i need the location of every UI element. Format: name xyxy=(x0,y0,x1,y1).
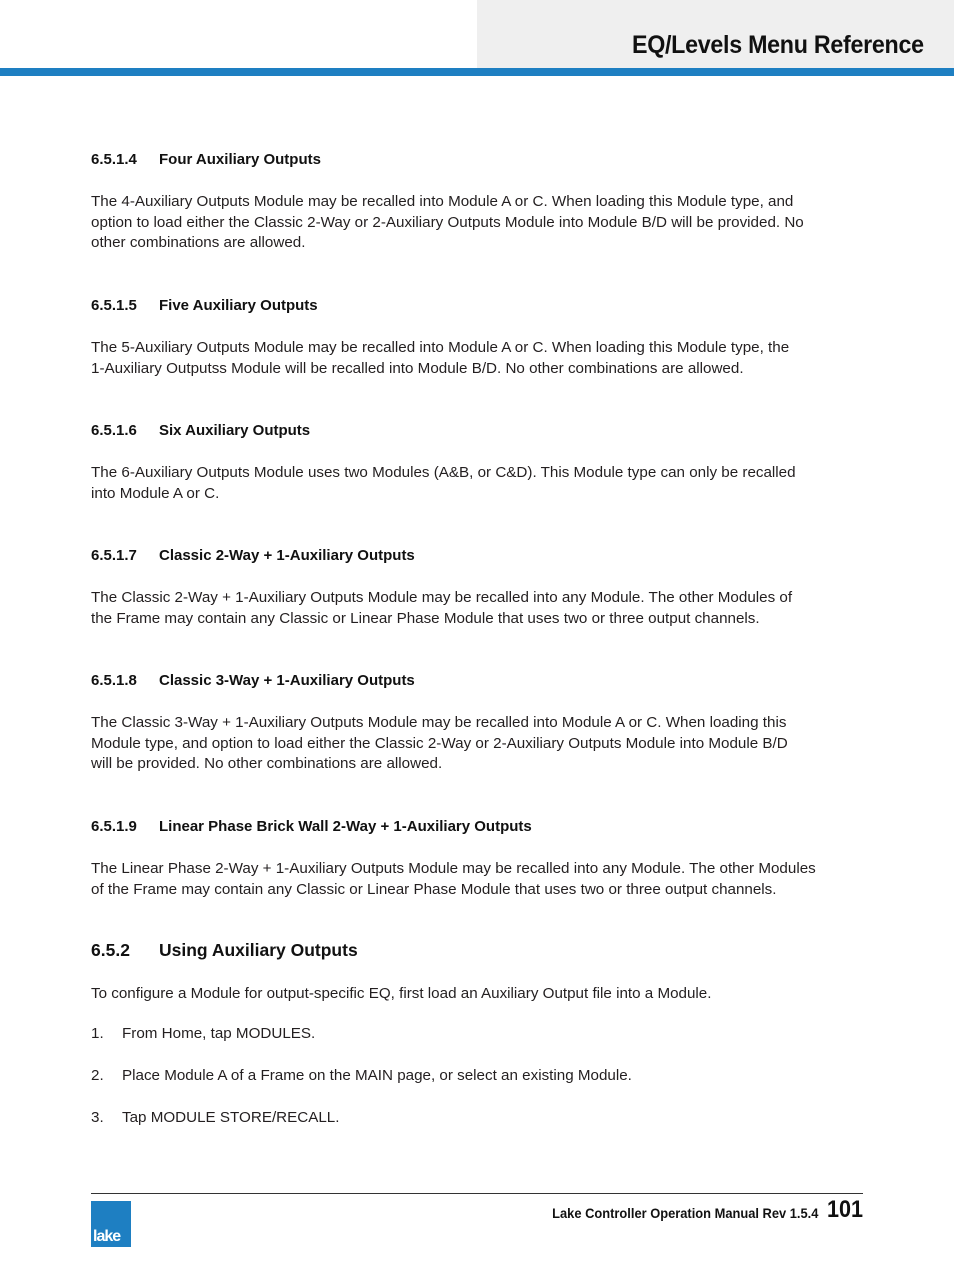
subsection-heading xyxy=(91,547,415,564)
page-title: EQ/Levels Menu Reference xyxy=(632,31,924,59)
subsection-number: 6.5.1.7 xyxy=(91,547,137,564)
subsection-title: Four Auxiliary Outputs xyxy=(159,151,321,168)
subsection-title: Classic 3-Way + 1-Auxiliary Outputs xyxy=(159,672,415,689)
step-number: 2. xyxy=(91,1067,104,1084)
step-text: From Home, tap MODULES. xyxy=(122,1025,316,1042)
paragraph xyxy=(91,713,866,775)
subsection-heading xyxy=(91,672,415,689)
step-text: Tap MODULE STORE/RECALL. xyxy=(122,1109,340,1126)
subsection-heading xyxy=(91,151,321,168)
section-title: Using Auxiliary Outputs xyxy=(159,940,358,960)
paragraph xyxy=(91,859,866,900)
subsection-title: Classic 2-Way + 1-Auxiliary Outputs xyxy=(159,547,415,564)
section-number: 6.5.2 xyxy=(91,940,130,960)
paragraph-line: The 5-Auxiliary Outputs Module may be recalled into Module A or C. When loading this Module type, the xyxy=(91,339,790,356)
subsection-title: Linear Phase Brick Wall 2-Way + 1-Auxiliary Outputs xyxy=(159,818,532,835)
step-number: 1. xyxy=(91,1025,104,1042)
paragraph-line: The 4-Auxiliary Outputs Module may be recalled into Module A or C. When loading this Module type, and xyxy=(91,193,794,210)
lake-logo xyxy=(91,1201,131,1247)
subsection-number: 6.5.1.6 xyxy=(91,422,137,439)
section-heading xyxy=(91,940,358,961)
subsection-title: Six Auxiliary Outputs xyxy=(159,422,311,439)
paragraph-line: of the Frame may contain any Classic or Linear Phase Module that uses two or three output channels. xyxy=(91,880,777,898)
paragraph-line: other combinations are allowed. xyxy=(91,234,306,252)
page-number: 101 xyxy=(826,1196,863,1223)
subsection-number: 6.5.1.5 xyxy=(91,297,137,314)
header-accent-bar xyxy=(0,68,954,76)
subsection-number: 6.5.1.9 xyxy=(91,818,137,835)
subsection-heading xyxy=(91,818,532,835)
header-panel xyxy=(477,0,954,68)
subsection-title: Five Auxiliary Outputs xyxy=(159,297,318,314)
paragraph-line: Module type, and option to load either the Classic 2-Way or 2-Auxiliary Outputs Module into Module B/D xyxy=(91,734,788,752)
subsection-number: 6.5.1.4 xyxy=(91,151,137,168)
paragraph-line: The Classic 3-Way + 1-Auxiliary Outputs Module may be recalled into Module A or C. When loading this xyxy=(91,714,787,731)
subsection-heading xyxy=(91,297,318,314)
logo-text: lake xyxy=(93,1228,121,1245)
paragraph xyxy=(91,338,866,379)
step-number: 3. xyxy=(91,1109,104,1126)
paragraph xyxy=(91,192,866,254)
paragraph-line: The Classic 2-Way + 1-Auxiliary Outputs Module may be recalled into any Module. The other Modules of xyxy=(91,589,793,606)
section-intro: To configure a Module for output-specific EQ, first load an Auxiliary Output file into a Module. xyxy=(91,985,712,1002)
paragraph xyxy=(91,463,866,504)
paragraph-line: The Linear Phase 2-Way + 1-Auxiliary Outputs Module may be recalled into any Module. The other Modules xyxy=(91,860,816,877)
list-item xyxy=(91,1025,315,1042)
paragraph-line: 1-Auxiliary Outputss Module will be recalled into Module B/D. No other combinations are allowed. xyxy=(91,359,744,377)
paragraph-line: option to load either the Classic 2-Way or 2-Auxiliary Outputs Module into Module B/D will be provided. No xyxy=(91,213,804,231)
subsection-number: 6.5.1.8 xyxy=(91,672,137,689)
list-item xyxy=(91,1067,632,1084)
paragraph-line: into Module A or C. xyxy=(91,484,220,502)
paragraph-line: the Frame may contain any Classic or Linear Phase Module that uses two or three output channels. xyxy=(91,609,760,627)
list-item xyxy=(91,1109,339,1126)
paragraph-line: The 6-Auxiliary Outputs Module uses two Modules (A&B, or C&D). This Module type can only be recalled xyxy=(91,464,796,481)
subsection-heading xyxy=(91,422,310,439)
paragraph-line: will be provided. No other combinations are allowed. xyxy=(91,755,443,773)
footer-rule xyxy=(91,1193,863,1194)
paragraph xyxy=(91,588,866,629)
manual-title: Lake Controller Operation Manual Rev 1.5.4 xyxy=(551,1205,818,1221)
step-text: Place Module A of a Frame on the MAIN page, or select an existing Module. xyxy=(122,1067,632,1084)
